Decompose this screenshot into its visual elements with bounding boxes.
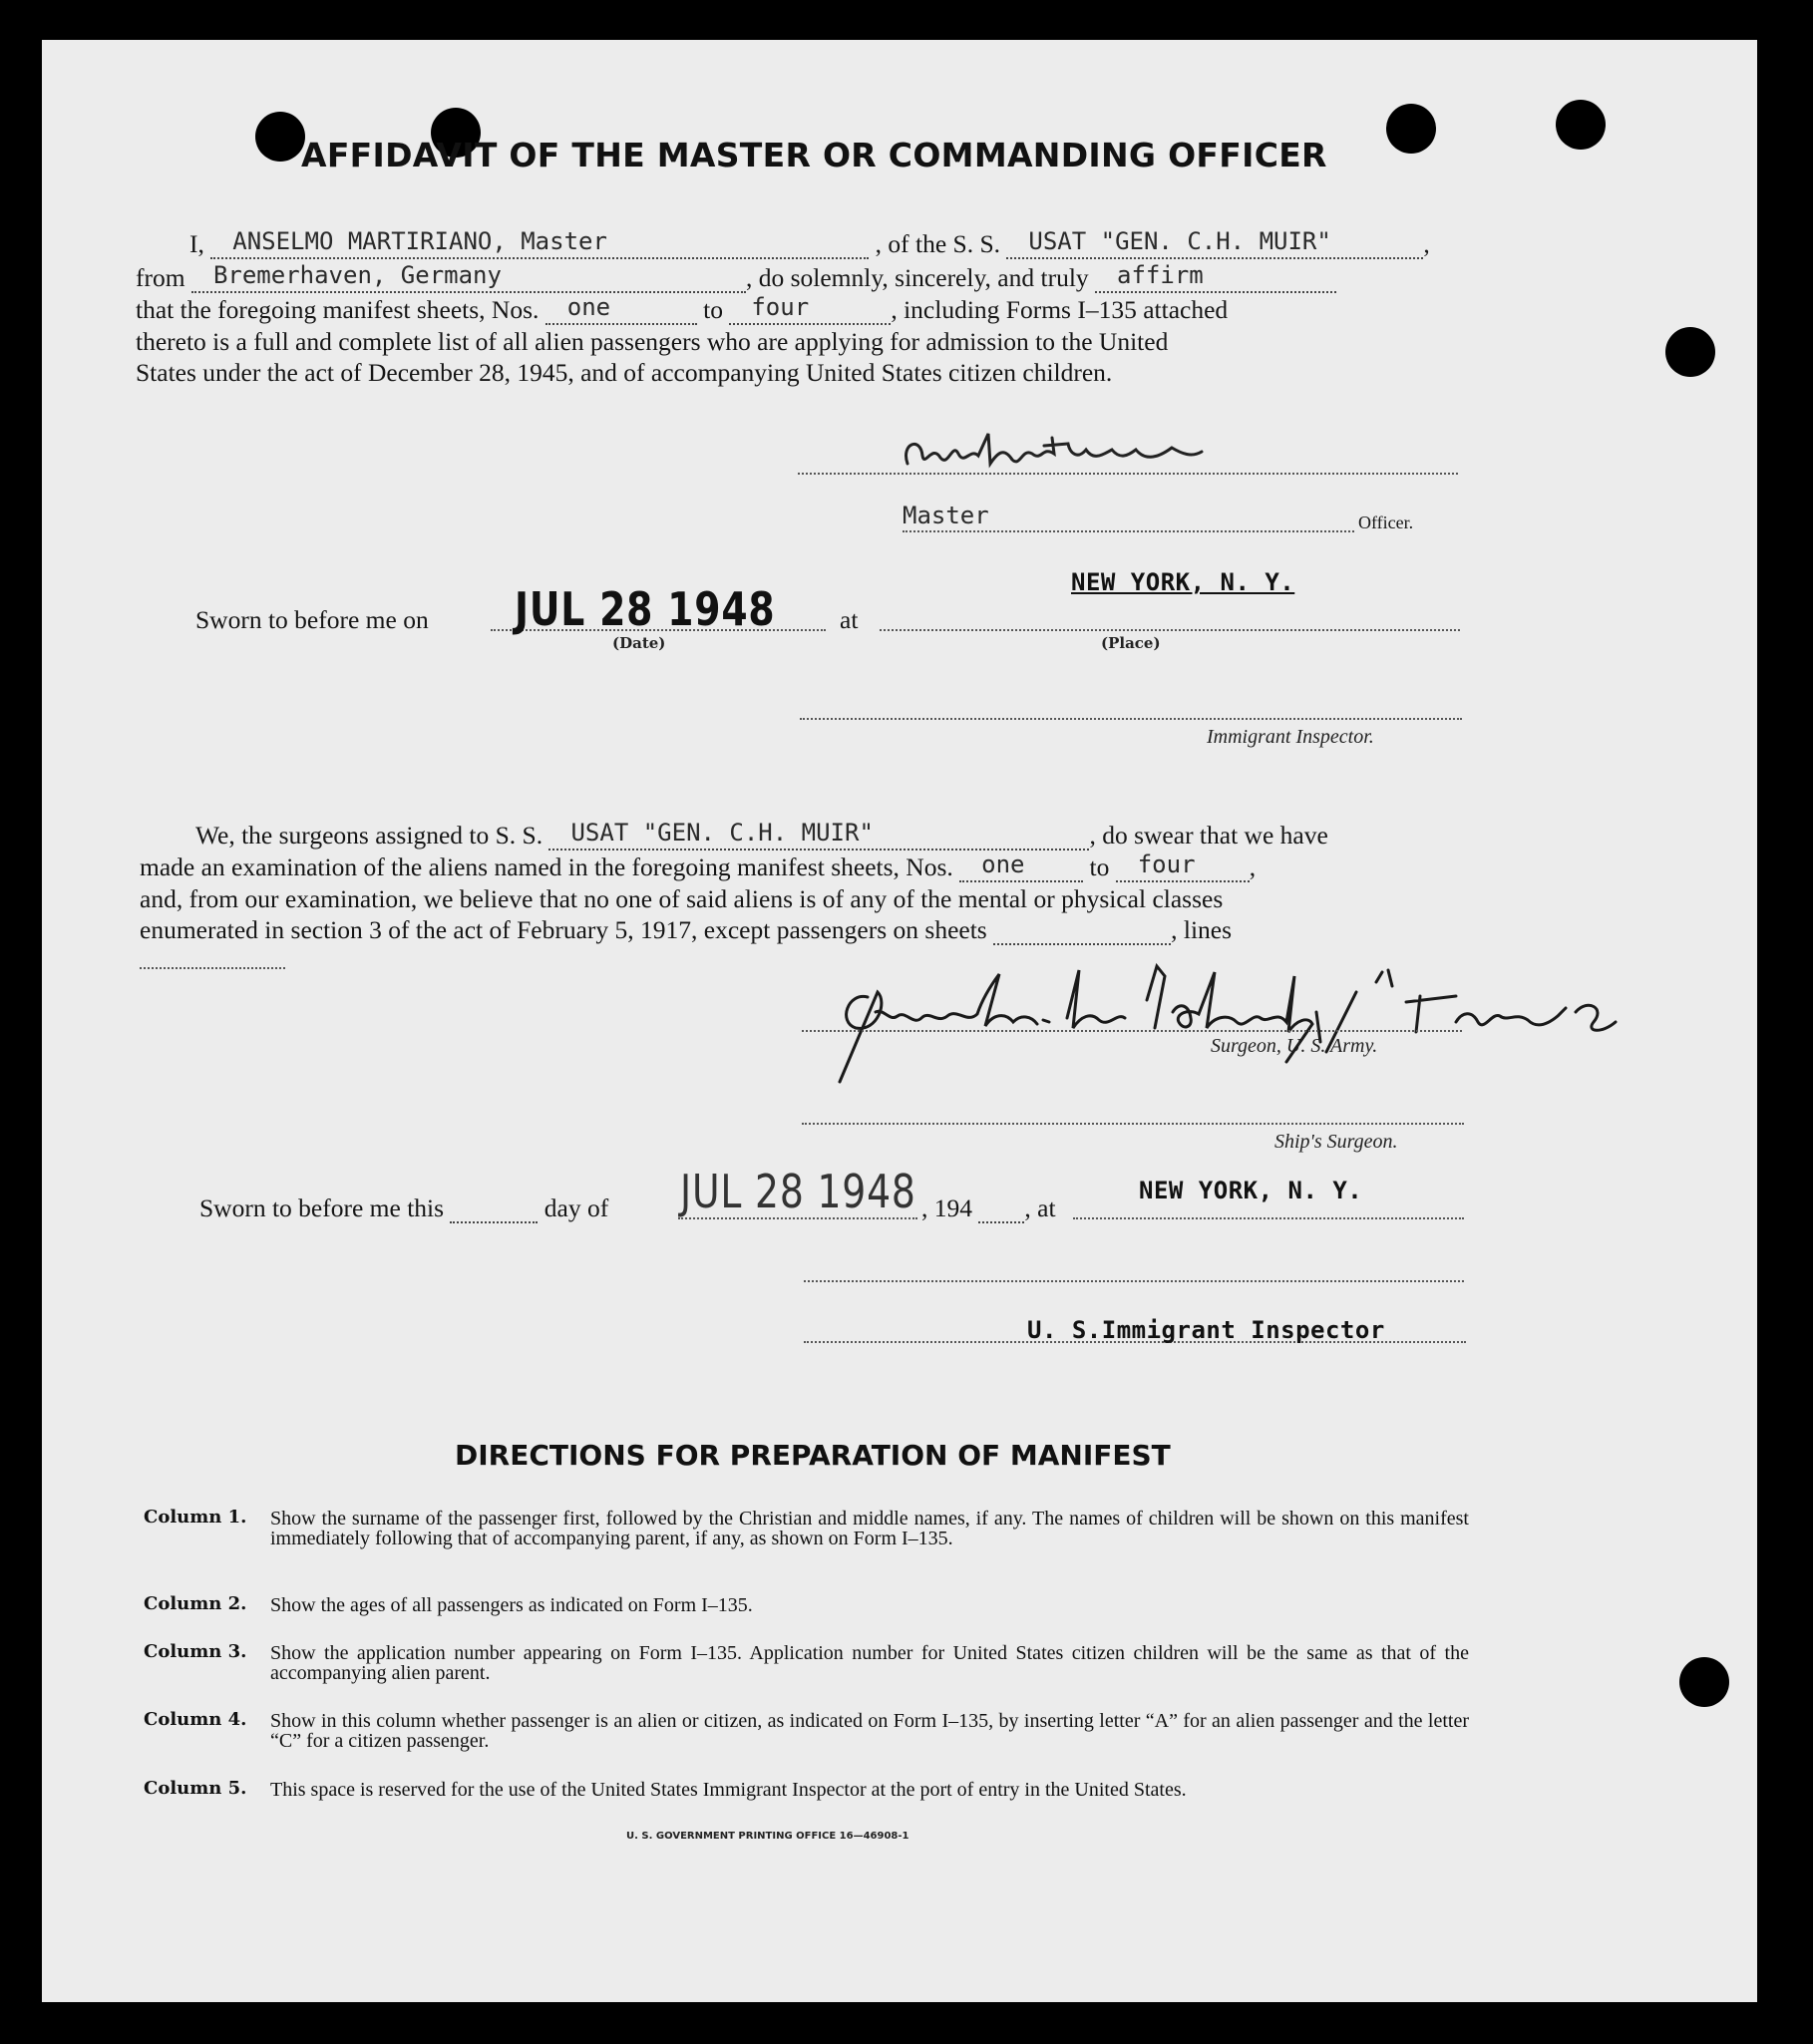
column-5-text: This space is reserved for the use of the United States Immigrant Inspector at the port of entry in the United States. — [270, 1779, 1187, 1801]
ships-surgeon-line — [802, 1123, 1464, 1125]
surgeon-sheet-to-field: four — [1116, 852, 1250, 882]
affidavit-line-2: from Bremerhaven, Germany , do solemnly, sincerely, and truly affirm — [136, 263, 1336, 293]
surgeons-line-4: enumerated in section 3 of the act of February 5, 1917, except passengers on sheets , lines — [140, 915, 1233, 944]
at-label-1: at — [840, 605, 859, 634]
master-name-field: ANSELMO MARTIRIANO, Master — [210, 229, 869, 259]
sworn-place-line-2 — [1073, 1217, 1464, 1219]
army-surgeon-line — [802, 1030, 1462, 1032]
date-stamp-1: JUL 28 1948 — [515, 582, 776, 636]
affidavit-line-4: thereto is a full and complete list of all alien passengers who are applying for admission to the United — [136, 327, 1169, 356]
master-signature — [893, 424, 1232, 479]
officer-label: Officer. — [1358, 512, 1414, 532]
surgeons-line-2: made an examination of the aliens named in the foregoing manifest sheets, Nos. one to four , — [140, 851, 1257, 881]
master-signature-line — [798, 473, 1458, 475]
printing-office-footer: U. S. GOVERNMENT PRINTING OFFICE 16—46908-1 — [626, 1831, 909, 1842]
punch-hole — [1665, 327, 1715, 377]
affirm-field: affirm — [1095, 263, 1336, 293]
punch-hole — [1386, 104, 1436, 154]
column-4-label: Column 4. — [144, 1709, 247, 1730]
affidavit-line-1: I, ANSELMO MARTIRIANO, Master , of the S. S. USAT "GEN. C.H. MUIR" , — [189, 227, 1430, 258]
ships-surgeon-caption: Ship's Surgeon. — [1274, 1131, 1398, 1153]
ship-name-field: USAT "GEN. C.H. MUIR" — [1006, 229, 1423, 259]
inspector-signature-line-2 — [804, 1280, 1464, 1282]
date-stamp-2: JUL 28 1948 — [680, 1165, 916, 1218]
column-5-label: Column 5. — [144, 1778, 247, 1799]
sworn-day-field — [450, 1193, 538, 1223]
punch-hole — [255, 112, 305, 162]
affidavit-line-3: that the foregoing manifest sheets, Nos. one to four , including Forms I–135 attached — [136, 293, 1229, 324]
sworn-year-label: , 194 , at — [921, 1193, 1056, 1222]
sworn-place-line — [880, 629, 1460, 631]
surgeon-signature — [818, 952, 1626, 1092]
inspector-title-stamp: U. S.Immigrant Inspector — [1027, 1316, 1385, 1344]
affidavit-title: AFFIDAVIT OF THE MASTER OR COMMANDING OFFICER — [301, 136, 1327, 174]
column-1-text: Show the surname of the passenger first, followed by the Christian and middle names, if any. The names of children will be shown on this manifest immediately following that of accompanying parent, if any, as shown on Form I–135. — [270, 1508, 1469, 1549]
column-2-text: Show the ages of all passengers as indicated on Form I–135. — [270, 1594, 753, 1616]
affidavit-line-5: States under the act of December 28, 1945, and of accompanying United States citizen children. — [136, 358, 1113, 387]
column-3-label: Column 3. — [144, 1641, 247, 1662]
surgeon-ship-field: USAT "GEN. C.H. MUIR" — [548, 821, 1089, 851]
surgeons-line-3: and, from our examination, we believe that no one of said aliens is of any of the mental or physical classes — [140, 884, 1224, 913]
directions-heading: DIRECTIONS FOR PREPARATION OF MANIFEST — [455, 1439, 1171, 1472]
immigrant-inspector-caption: Immigrant Inspector. — [1207, 726, 1374, 748]
army-surgeon-caption: Surgeon, U. S. Army. — [1211, 1035, 1378, 1057]
sworn-label-1: Sworn to before me on — [195, 605, 429, 634]
surgeons-line-1: We, the surgeons assigned to S. S. USAT "GEN. C.H. MUIR" , do swear that we have — [195, 819, 1328, 850]
inspector-signature-line — [800, 718, 1462, 720]
place-stamp-2: NEW YORK, N. Y. — [1139, 1177, 1363, 1204]
sworn-line-2: Sworn to before me this day of — [199, 1193, 609, 1222]
place-stamp-1: NEW YORK, N. Y. — [1071, 568, 1295, 596]
sheet-to-field: four — [729, 295, 891, 325]
except-sheets-field — [993, 915, 1171, 945]
label-i: I, — [189, 229, 204, 258]
sworn-year-field — [978, 1193, 1024, 1223]
except-lines-field — [140, 967, 285, 969]
place-caption: (Place) — [1101, 634, 1161, 652]
column-1-label: Column 1. — [144, 1507, 247, 1528]
surgeon-sheet-from-field: one — [959, 852, 1083, 882]
column-2-label: Column 2. — [144, 1593, 247, 1614]
from-port-field: Bremerhaven, Germany — [191, 263, 746, 293]
master-title-field: Master — [903, 502, 989, 529]
column-3-text: Show the application number appearing on Form I–135. Application number for United States citizen children will be the same as that of the accompanying alien parent. — [270, 1642, 1469, 1684]
punch-hole — [1679, 1657, 1729, 1707]
column-4-text: Show in this column whether passenger is an alien or citizen, as indicated on Form I–135, by inserting letter “A” for an alien passenger and the letter “C” for a citizen passenger. — [270, 1710, 1469, 1752]
sheet-from-field: one — [545, 295, 697, 325]
date-caption: (Date) — [612, 634, 666, 652]
punch-hole — [1556, 100, 1606, 150]
officer-title-line — [903, 530, 1354, 532]
